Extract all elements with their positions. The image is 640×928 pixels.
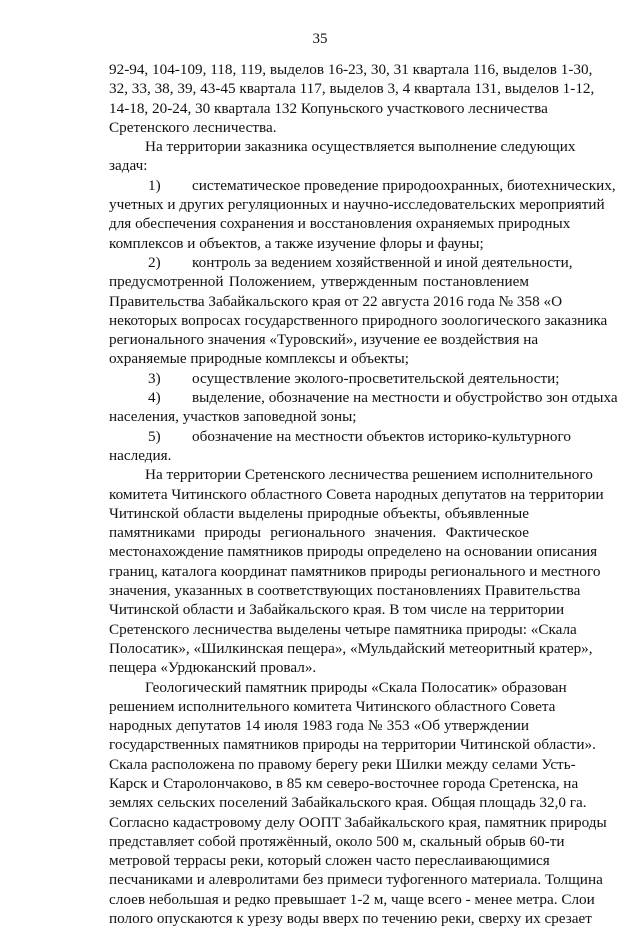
line-text: пещера «Урдюканский провал». [109,659,317,677]
list-number: 3) [148,369,161,387]
text-line [109,195,605,214]
line-text: 32, 33, 38, 39, 43-45 квартала 117, выделов 3, 4 квартала 131, выделов 1-12, [109,80,595,98]
page-number: 35 [312,31,328,47]
line-text: предусмотренной Положением, утвержденным постановлением [109,273,529,291]
text-line [109,272,529,291]
line-text: комплексов и объектов, а также изучение флоры и фауны; [109,234,484,252]
text-line [109,620,577,639]
line-text: для обеспечения сохранения и восстановления охраняемых природных [109,215,571,233]
line-text: памятниками природы регионального значения. Фактическое [109,524,529,542]
line-text: 92-94, 104-109, 118, 119, выделов 16-23, 30, 31 квартала 116, выделов 1-30, [109,61,593,78]
text-line [109,446,529,465]
text-line [109,60,593,79]
line-text: народных депутатов 14 июля 1983 года № 353 «Об утверждении [109,717,529,735]
line-text: комитета Читинского областного Совета народных депутатов на территории [109,485,604,503]
line-text: государственных памятников природы на территории Читинской области». [109,736,596,754]
text-line [109,369,560,388]
text-line [109,504,529,523]
text-line [109,523,529,542]
text-line [109,909,592,928]
line-text: песчаниками и алевролитами без примеси туфогенного материала. Толщина [109,871,603,889]
line-text: Полосатик», «Шилкинская пещера», «Мульдайский метеоритный кратер», [109,639,593,657]
text-line [109,793,587,812]
line-text: систематическое проведение природоохранных, биотехнических, [192,176,616,194]
text-line [109,774,579,793]
line-text: контроль за ведением хозяйственной и иной деятельности, [192,253,573,271]
line-text: представляет собой протяжённый, около 500 м, скальный обрыв 60-ти [109,832,565,850]
line-text: полого опускаются к урезу воды вверх по течению реки, сверху их срезает [109,910,592,928]
list-number: 2) [148,253,161,271]
text-line [109,600,565,619]
text-line [109,716,529,735]
line-text: На территории Сретенского лесничества решением исполнительного [145,466,593,484]
list-number: 4) [148,389,161,407]
text-line [109,755,576,774]
line-text: Читинской области и Забайкальского края. В том числе на территории [109,601,565,619]
line-text: Карск и Старолончаково, в 85 км северо-восточнее города Сретенска, на [109,774,579,792]
line-text: охраняемые природные комплексы и объекты; [109,350,409,368]
text-line [109,562,601,581]
line-text: местонахождение памятников природы определено на основании описания [109,543,598,561]
text-line [109,870,603,889]
text-line [109,851,550,870]
line-text: Сретенского лесничества выделены четыре памятника природы: «Скала [109,620,577,638]
line-text: наследия. [109,446,172,464]
text-line [109,330,539,349]
line-text: метровой террасы реки, который сложен часто переслаивающимися [109,852,550,870]
line-text: На территории заказника осуществляется выполнение следующих [145,138,576,156]
text-line [109,581,581,600]
line-text: границ, каталога координат памятников природы регионального и местного [109,562,601,580]
text-line [109,427,571,446]
text-line [109,253,573,272]
text-line [109,137,576,156]
text-line [109,678,567,697]
body-text [109,60,618,928]
line-text: населения, участков заповедной зоны; [109,408,357,426]
line-text: регионального значения «Туровский», изучение ее воздействия на [109,331,539,349]
text-line [109,658,529,677]
text-line [109,311,608,330]
line-text: задач: [109,157,148,175]
line-text: выделение, обозначение на местности и обустройство зон отдыха [192,389,618,407]
text-line [109,832,565,851]
text-line [109,813,607,832]
text-line [109,79,595,98]
text-line [109,485,604,504]
text-line [109,890,595,909]
text-line [109,542,598,561]
text-line [109,639,593,658]
text-line [109,697,556,716]
line-text: слоев небольшая и редко превышает 1-2 м, чаще всего - менее метра. Слои [109,890,595,908]
text-line [109,407,529,426]
text-line [109,388,618,407]
text-line [109,349,529,368]
list-number: 1) [148,176,161,194]
text-line [109,735,596,754]
line-text: Читинской области выделены природные объекты, объявленные [109,504,529,522]
line-text: учетных и других регуляционных и научно-исследовательских мероприятий [109,196,605,214]
line-text: значения, указанных в соответствующих постановлениях Правительства [109,582,581,600]
line-text: осуществление эколого-просветительской деятельности; [192,369,560,387]
line-text: Скала расположена по правому берегу реки Шилки между селами Усть- [109,755,576,773]
list-number: 5) [148,427,161,445]
text-line [109,156,529,175]
line-text: Сретенского лесничества. [109,118,277,136]
line-text: Геологический памятник природы «Скала Полосатик» образован [145,678,567,696]
line-text: некоторых вопросах государственного природного зоологического заказника [109,311,608,329]
text-line [109,214,571,233]
line-text: Правительства Забайкальского края от 22 августа 2016 года № 358 «О [109,292,563,310]
line-text: землях сельских поселений Забайкальского края. Общая площадь 32,0 га. [109,794,587,812]
text-line [109,176,616,195]
text-line [109,465,593,484]
line-text: решением исполнительного комитета Читинского областного Совета [109,697,556,715]
line-text: Согласно кадастровому делу ООПТ Забайкальского края, памятник природы [109,813,607,831]
text-line [109,292,563,311]
text-line [109,99,548,118]
text-line [109,118,529,137]
text-line [109,234,529,253]
line-text: обозначение на местности объектов историко-культурного [192,427,571,445]
line-text: 14-18, 20-24, 30 квартала 132 Копуньского участкового лесничества [109,99,548,117]
